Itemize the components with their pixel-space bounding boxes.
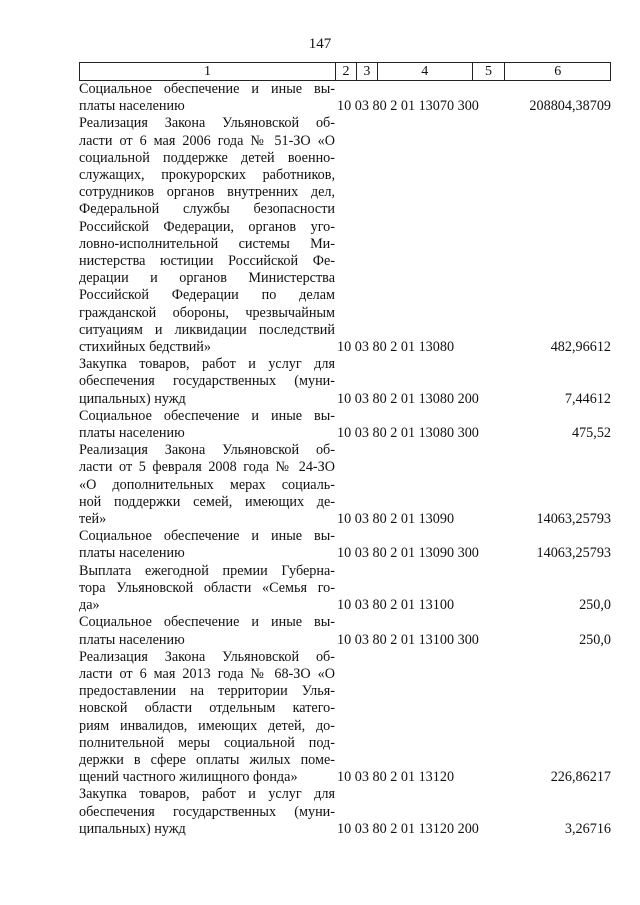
- column-header-3: 3: [356, 63, 377, 80]
- description-line: полнительной меры социальной под-: [79, 734, 335, 751]
- table-header-row: [79, 62, 611, 81]
- description-line: гражданской обороны, чрезвычайным: [79, 304, 335, 321]
- table-row: [79, 528, 611, 562]
- description-line: ципальных) нужд: [79, 390, 186, 407]
- description-line: платы населению: [79, 98, 185, 115]
- column-header-6: 6: [504, 63, 610, 80]
- row-description: [79, 442, 335, 528]
- table-row: [79, 115, 611, 356]
- row-description: [79, 115, 335, 356]
- row-amount: 208804,38709: [529, 98, 611, 115]
- description-line: ной поддержки семей, имеющих де-: [79, 493, 335, 510]
- description-line: Федеральной службы безопасности: [79, 201, 335, 218]
- row-codes: 10 03 80 2 01 13090: [337, 511, 455, 528]
- description-line: Закупка товаров, работ и услуг для: [79, 356, 335, 373]
- description-line: тей»: [79, 511, 107, 528]
- description-line: Социальное обеспечение и иные вы-: [79, 81, 335, 97]
- row-amount: 250,0: [579, 631, 611, 648]
- table-row: [79, 563, 611, 615]
- description-line: ситуациям и ликвидации последствий: [79, 321, 335, 338]
- description-line: да»: [79, 597, 100, 614]
- description-line: Социальное обеспечение и иные вы-: [79, 614, 335, 631]
- row-description: [79, 563, 335, 615]
- description-line: риям инвалидов, имеющих детей, до-: [79, 717, 335, 734]
- description-line: ципальных) нужд: [79, 820, 186, 837]
- description-line: Закупка товаров, работ и услуг для: [79, 786, 335, 803]
- description-line: платы населению: [79, 631, 185, 648]
- row-codes: 10 03 80 2 01 13100: [337, 597, 455, 614]
- row-codes: 10 03 80 2 01 13080: [337, 339, 455, 356]
- description-line: предоставлении на территории Улья-: [79, 683, 335, 700]
- description-line: Реализация Закона Ульяновской об-: [79, 115, 335, 132]
- table-row: [79, 649, 611, 787]
- description-line: обеспечения государственных (муни-: [79, 803, 335, 820]
- column-header-5: 5: [472, 63, 505, 80]
- description-line: социальной поддержке детей военно-: [79, 149, 335, 166]
- description-line: Реализация Закона Ульяновской об-: [79, 442, 335, 459]
- row-amount: 475,52: [571, 425, 611, 442]
- table-body: [79, 81, 611, 838]
- description-line: щений частного жилищного фонда»: [79, 769, 298, 786]
- description-line: ласти от 6 мая 2013 года № 68-ЗО «О: [79, 665, 335, 682]
- column-header-4: 4: [377, 63, 472, 80]
- page-number: 147: [308, 36, 332, 52]
- description-line: держки в сфере оплаты жилых поме-: [79, 751, 335, 768]
- description-line: стихийных бедствий»: [79, 339, 211, 356]
- row-codes: 10 03 80 2 01 13080 200: [337, 390, 479, 407]
- row-amount: 3,26716: [564, 820, 611, 837]
- row-codes: 10 03 80 2 01 13100 300: [337, 631, 479, 648]
- table-row: [79, 356, 611, 408]
- description-line: дерации и органов Министерства: [79, 270, 335, 287]
- row-description: [79, 81, 335, 115]
- description-line: платы населению: [79, 545, 185, 562]
- row-amount: 14063,25793: [536, 511, 611, 528]
- description-line: Социальное обеспечение и иные вы-: [79, 528, 335, 545]
- description-line: ловно-исполнительной системы Ми-: [79, 235, 335, 252]
- table-row: [79, 614, 611, 648]
- row-codes: 10 03 80 2 01 13120 200: [337, 820, 479, 837]
- row-description: [79, 408, 335, 442]
- table-row: [79, 786, 611, 838]
- row-description: [79, 614, 335, 648]
- column-header-1: 1: [204, 63, 212, 79]
- description-line: ласти от 5 февраля 2008 года № 24-ЗО: [79, 459, 335, 476]
- table-row: [79, 408, 611, 442]
- row-codes: 10 03 80 2 01 13090 300: [337, 545, 479, 562]
- description-line: нистерства юстиции Российской Фе-: [79, 253, 335, 270]
- description-line: Российской Федерации по делам: [79, 287, 335, 304]
- description-line: Социальное обеспечение и иные вы-: [79, 407, 335, 424]
- column-header-2: 2: [335, 63, 356, 80]
- row-description: [79, 786, 335, 838]
- description-line: новской области отдельным катего-: [79, 700, 335, 717]
- description-line: тора Ульяновской области «Семья го-: [79, 579, 335, 596]
- description-line: платы населению: [79, 425, 185, 442]
- row-description: [79, 356, 335, 408]
- row-codes: 10 03 80 2 01 13080 300: [337, 425, 479, 442]
- description-line: Реализация Закона Ульяновской об-: [79, 648, 335, 665]
- description-line: Выплата ежегодной премии Губерна-: [79, 562, 335, 579]
- table-row: [79, 81, 611, 115]
- description-line: сотрудников органов внутренних дел,: [79, 184, 335, 201]
- row-amount: 226,86217: [550, 769, 611, 786]
- row-amount: 14063,25793: [536, 545, 611, 562]
- row-amount: 482,96612: [550, 339, 611, 356]
- description-line: Российской Федерации, органов уго-: [79, 218, 335, 235]
- row-codes: 10 03 80 2 01 13120: [337, 769, 455, 786]
- row-amount: 250,0: [579, 597, 611, 614]
- table-row: [79, 442, 611, 528]
- row-codes: 10 03 80 2 01 13070 300: [337, 98, 479, 115]
- description-line: «О дополнительных мерах социаль-: [79, 476, 335, 493]
- row-description: [79, 649, 335, 787]
- description-line: служащих, прокурорских работников,: [79, 167, 335, 184]
- row-amount: 7,44612: [564, 390, 611, 407]
- description-line: обеспечения государственных (муни-: [79, 373, 335, 390]
- row-description: [79, 528, 335, 562]
- description-line: ласти от 6 мая 2006 года № 51-ЗО «О: [79, 132, 335, 149]
